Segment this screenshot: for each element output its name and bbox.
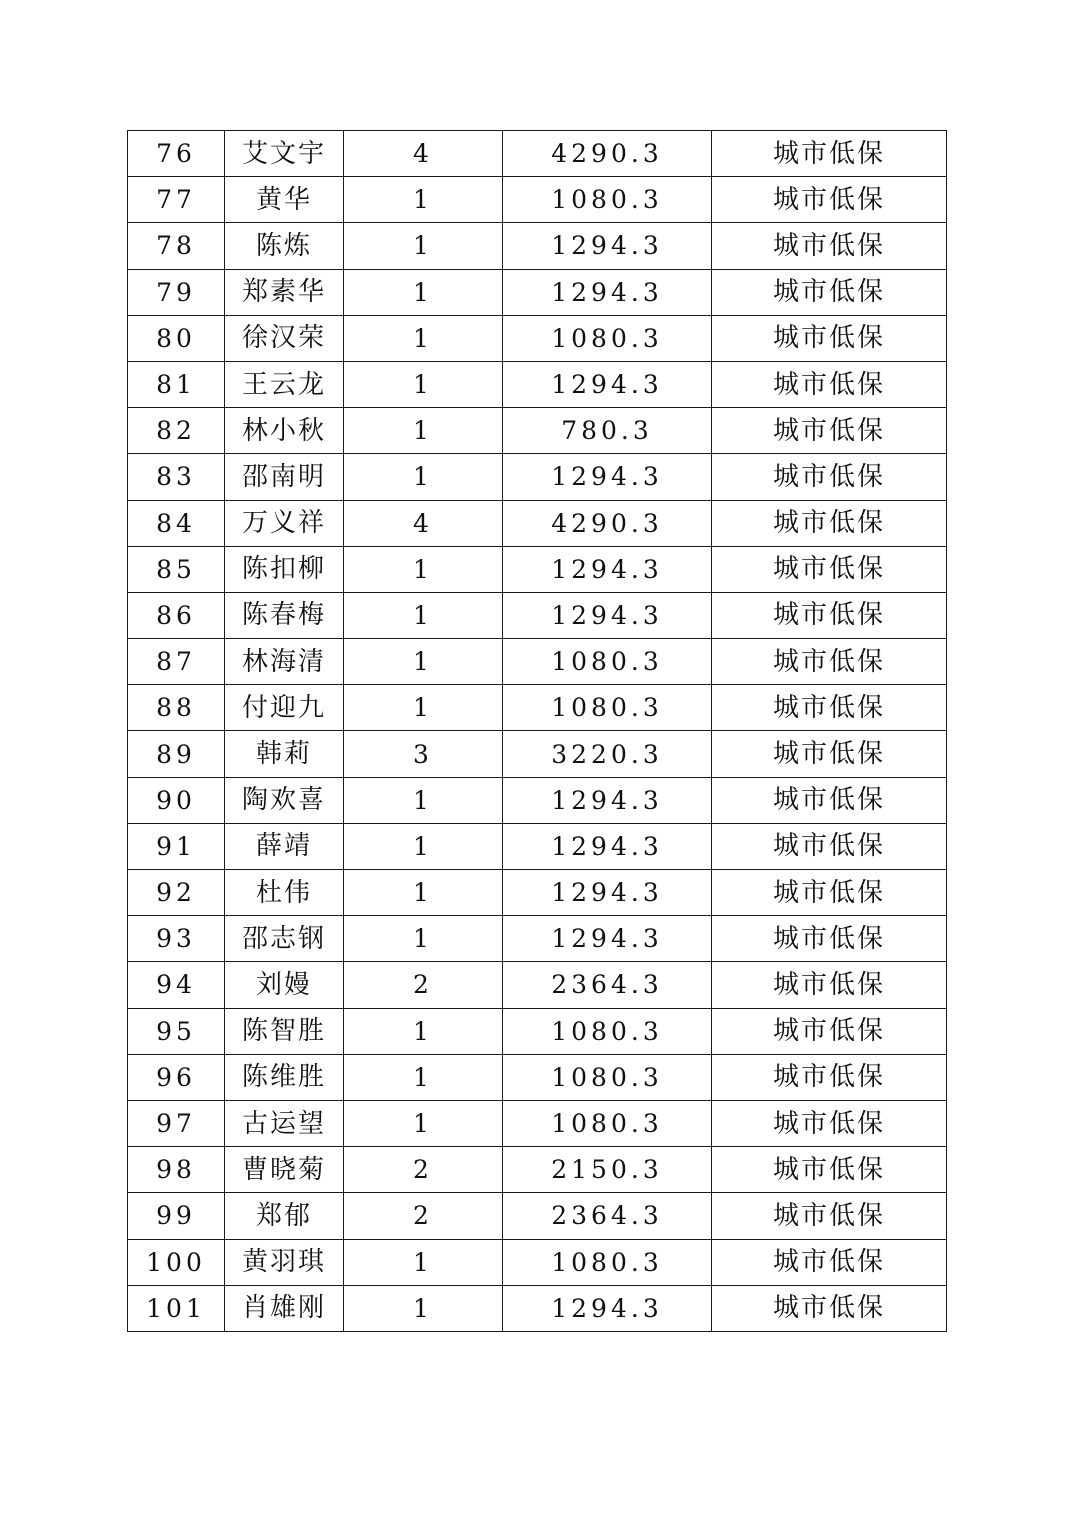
name-cell: 付迎九	[225, 685, 344, 731]
table-row	[128, 962, 947, 1008]
row-number-cell: 89	[128, 731, 225, 777]
household-size-cell: 2	[344, 1193, 503, 1239]
household-size-cell: 2	[344, 962, 503, 1008]
amount-cell: 1294.3	[503, 361, 712, 407]
household-size-cell: 1	[344, 870, 503, 916]
amount-cell: 1080.3	[503, 1054, 712, 1100]
roster-table-body	[128, 131, 947, 1332]
amount-cell: 1294.3	[503, 916, 712, 962]
table-row	[128, 1239, 947, 1285]
table-row	[128, 546, 947, 592]
household-size-cell: 1	[344, 685, 503, 731]
table-row	[128, 454, 947, 500]
row-number-cell: 91	[128, 823, 225, 869]
table-row	[128, 1100, 947, 1146]
household-size-cell: 1	[344, 777, 503, 823]
household-size-cell: 1	[344, 454, 503, 500]
amount-cell: 1294.3	[503, 823, 712, 869]
table-row	[128, 685, 947, 731]
row-number-cell: 76	[128, 131, 225, 177]
assistance-type-cell: 城市低保	[712, 639, 947, 685]
name-cell: 陶欢喜	[225, 777, 344, 823]
row-number-cell: 96	[128, 1054, 225, 1100]
amount-cell: 1080.3	[503, 685, 712, 731]
household-size-cell: 1	[344, 592, 503, 638]
assistance-type-cell: 城市低保	[712, 823, 947, 869]
row-number-cell: 100	[128, 1239, 225, 1285]
row-number-cell: 95	[128, 1008, 225, 1054]
table-row	[128, 1193, 947, 1239]
name-cell: 杜伟	[225, 870, 344, 916]
assistance-type-cell: 城市低保	[712, 916, 947, 962]
table-row	[128, 131, 947, 177]
amount-cell: 3220.3	[503, 731, 712, 777]
row-number-cell: 92	[128, 870, 225, 916]
assistance-type-cell: 城市低保	[712, 1147, 947, 1193]
row-number-cell: 82	[128, 408, 225, 454]
table-row	[128, 639, 947, 685]
household-size-cell: 1	[344, 823, 503, 869]
table-row	[128, 1008, 947, 1054]
name-cell: 林海清	[225, 639, 344, 685]
name-cell: 林小秋	[225, 408, 344, 454]
household-size-cell: 1	[344, 408, 503, 454]
name-cell: 邵志钢	[225, 916, 344, 962]
household-size-cell: 1	[344, 315, 503, 361]
name-cell: 曹晓菊	[225, 1147, 344, 1193]
household-size-cell: 1	[344, 223, 503, 269]
name-cell: 陈炼	[225, 223, 344, 269]
household-size-cell: 1	[344, 1054, 503, 1100]
row-number-cell: 83	[128, 454, 225, 500]
table-row	[128, 823, 947, 869]
household-size-cell: 1	[344, 361, 503, 407]
amount-cell: 780.3	[503, 408, 712, 454]
assistance-type-cell: 城市低保	[712, 223, 947, 269]
row-number-cell: 79	[128, 269, 225, 315]
household-size-cell: 4	[344, 131, 503, 177]
row-number-cell: 94	[128, 962, 225, 1008]
name-cell: 肖雄刚	[225, 1285, 344, 1331]
row-number-cell: 101	[128, 1285, 225, 1331]
table-row	[128, 408, 947, 454]
amount-cell: 2150.3	[503, 1147, 712, 1193]
assistance-type-cell: 城市低保	[712, 1285, 947, 1331]
assistance-type-cell: 城市低保	[712, 315, 947, 361]
roster-table	[127, 130, 947, 1332]
household-size-cell: 1	[344, 1285, 503, 1331]
household-size-cell: 1	[344, 546, 503, 592]
assistance-type-cell: 城市低保	[712, 685, 947, 731]
table-row	[128, 177, 947, 223]
assistance-type-cell: 城市低保	[712, 1008, 947, 1054]
assistance-type-cell: 城市低保	[712, 1239, 947, 1285]
amount-cell: 1080.3	[503, 639, 712, 685]
household-size-cell: 1	[344, 269, 503, 315]
name-cell: 黄羽琪	[225, 1239, 344, 1285]
assistance-type-cell: 城市低保	[712, 1054, 947, 1100]
table-row	[128, 1054, 947, 1100]
amount-cell: 1294.3	[503, 269, 712, 315]
row-number-cell: 90	[128, 777, 225, 823]
household-size-cell: 3	[344, 731, 503, 777]
row-number-cell: 88	[128, 685, 225, 731]
assistance-type-cell: 城市低保	[712, 962, 947, 1008]
name-cell: 黄华	[225, 177, 344, 223]
assistance-type-cell: 城市低保	[712, 269, 947, 315]
amount-cell: 1294.3	[503, 592, 712, 638]
amount-cell: 1080.3	[503, 1008, 712, 1054]
name-cell: 万义祥	[225, 500, 344, 546]
name-cell: 韩莉	[225, 731, 344, 777]
row-number-cell: 80	[128, 315, 225, 361]
name-cell: 王云龙	[225, 361, 344, 407]
name-cell: 薛靖	[225, 823, 344, 869]
amount-cell: 2364.3	[503, 1193, 712, 1239]
assistance-type-cell: 城市低保	[712, 777, 947, 823]
assistance-type-cell: 城市低保	[712, 177, 947, 223]
row-number-cell: 99	[128, 1193, 225, 1239]
assistance-type-cell: 城市低保	[712, 731, 947, 777]
amount-cell: 4290.3	[503, 500, 712, 546]
row-number-cell: 87	[128, 639, 225, 685]
table-row	[128, 269, 947, 315]
assistance-type-cell: 城市低保	[712, 592, 947, 638]
table-row	[128, 500, 947, 546]
table-row	[128, 592, 947, 638]
amount-cell: 1080.3	[503, 1239, 712, 1285]
amount-cell: 1294.3	[503, 1285, 712, 1331]
table-row	[128, 1147, 947, 1193]
name-cell: 古运望	[225, 1100, 344, 1146]
household-size-cell: 1	[344, 1008, 503, 1054]
household-size-cell: 4	[344, 500, 503, 546]
name-cell: 刘嫚	[225, 962, 344, 1008]
row-number-cell: 81	[128, 361, 225, 407]
amount-cell: 1080.3	[503, 1100, 712, 1146]
row-number-cell: 98	[128, 1147, 225, 1193]
name-cell: 郑素华	[225, 269, 344, 315]
assistance-type-cell: 城市低保	[712, 546, 947, 592]
assistance-type-cell: 城市低保	[712, 454, 947, 500]
amount-cell: 1294.3	[503, 777, 712, 823]
row-number-cell: 84	[128, 500, 225, 546]
household-size-cell: 1	[344, 639, 503, 685]
household-size-cell: 2	[344, 1147, 503, 1193]
name-cell: 陈扣柳	[225, 546, 344, 592]
amount-cell: 1294.3	[503, 223, 712, 269]
assistance-type-cell: 城市低保	[712, 1193, 947, 1239]
table-row	[128, 731, 947, 777]
table-row	[128, 916, 947, 962]
table-row	[128, 777, 947, 823]
household-size-cell: 1	[344, 1100, 503, 1146]
amount-cell: 1080.3	[503, 315, 712, 361]
assistance-type-cell: 城市低保	[712, 408, 947, 454]
name-cell: 邵南明	[225, 454, 344, 500]
row-number-cell: 77	[128, 177, 225, 223]
amount-cell: 2364.3	[503, 962, 712, 1008]
assistance-type-cell: 城市低保	[712, 361, 947, 407]
name-cell: 陈春梅	[225, 592, 344, 638]
row-number-cell: 78	[128, 223, 225, 269]
row-number-cell: 85	[128, 546, 225, 592]
assistance-type-cell: 城市低保	[712, 131, 947, 177]
row-number-cell: 86	[128, 592, 225, 638]
table-row	[128, 361, 947, 407]
table-row	[128, 223, 947, 269]
name-cell: 徐汉荣	[225, 315, 344, 361]
table-row	[128, 315, 947, 361]
name-cell: 陈智胜	[225, 1008, 344, 1054]
household-size-cell: 1	[344, 1239, 503, 1285]
table-row	[128, 1285, 947, 1331]
name-cell: 郑郁	[225, 1193, 344, 1239]
row-number-cell: 97	[128, 1100, 225, 1146]
household-size-cell: 1	[344, 916, 503, 962]
assistance-type-cell: 城市低保	[712, 500, 947, 546]
amount-cell: 1294.3	[503, 454, 712, 500]
name-cell: 艾文宇	[225, 131, 344, 177]
amount-cell: 1294.3	[503, 546, 712, 592]
name-cell: 陈维胜	[225, 1054, 344, 1100]
assistance-type-cell: 城市低保	[712, 1100, 947, 1146]
household-size-cell: 1	[344, 177, 503, 223]
assistance-type-cell: 城市低保	[712, 870, 947, 916]
table-row	[128, 870, 947, 916]
row-number-cell: 93	[128, 916, 225, 962]
amount-cell: 1080.3	[503, 177, 712, 223]
amount-cell: 1294.3	[503, 870, 712, 916]
amount-cell: 4290.3	[503, 131, 712, 177]
